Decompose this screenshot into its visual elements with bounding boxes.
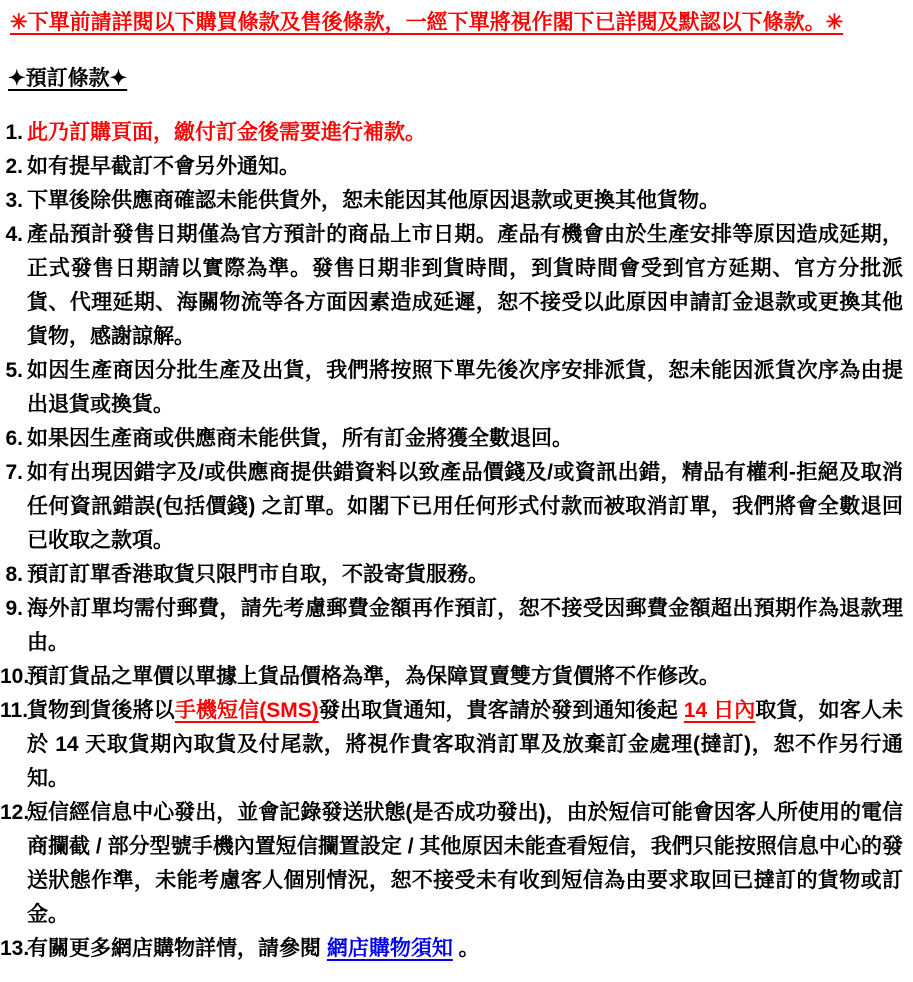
- purchase-notice-banner: ✳下單前請詳閱以下購買條款及售後條款，一經下單將視作閣下已詳閱及默認以下條款。✳: [10, 11, 844, 34]
- term-number: 8.: [5, 563, 23, 586]
- term-content: [27, 359, 903, 416]
- term-number: 12.: [0, 801, 30, 824]
- term-text: 預訂貨品之單價以單據上貨品價格為準，為保障買賣雙方貨價將不作修改。: [27, 665, 720, 688]
- term-text: 預訂訂單香港取貨只限門市自取，不設寄貨服務。: [27, 563, 489, 586]
- term-item-8: [0, 558, 903, 592]
- highlighted-red-text: 14 日內: [683, 699, 756, 722]
- highlighted-red-text: 手機短信(SMS): [174, 699, 319, 722]
- term-item-1: [0, 116, 903, 150]
- term-content: [27, 699, 903, 790]
- term-number: 10.: [0, 665, 30, 688]
- term-content: [27, 189, 720, 212]
- term-number: 11.: [0, 699, 29, 722]
- term-text: 如有提早截訂不會另外通知。: [27, 155, 300, 178]
- term-item-4: [0, 218, 903, 354]
- term-item-3: [0, 184, 903, 218]
- term-content: [27, 121, 426, 144]
- term-item-11: [0, 694, 903, 796]
- term-content: [27, 563, 489, 586]
- term-text: 有關更多網店購物詳情，請參閱: [27, 937, 327, 960]
- term-number: 5.: [5, 359, 23, 382]
- term-item-2: [0, 150, 903, 184]
- term-text: 貨物到貨後將以: [27, 699, 175, 722]
- terms-list: [0, 116, 903, 966]
- term-text: 下單後除供應商確認未能供貨外，恕未能因其他原因退款或更換其他貨物。: [27, 189, 720, 212]
- term-number: 7.: [5, 461, 23, 484]
- term-number: 2.: [5, 155, 23, 178]
- term-number: 1.: [5, 121, 23, 144]
- term-item-9: [0, 592, 903, 660]
- term-text: 產品預計發售日期僅為官方預計的商品上市日期。產品有機會由於生產安排等原因造成延期，正式發售日期請以實際為準。發售日期非到貨時間，到貨時間會受到官方延期、官方分批派貨、代理延期、海關物流等各方面因素造成延遲，恕不接受以此原因申請訂金退款或更換其他貨物，感謝諒解。: [27, 223, 903, 348]
- term-content: [27, 461, 903, 552]
- term-item-10: [0, 660, 903, 694]
- term-text: 短信經信息中心發出，並會記錄發送狀態(是否成功發出)，由於短信可能會因客人所使用的電信商攔截 / 部分型號手機內置短信攔置設定 / 其他原因未能查看短信，我們只能按照信息中心的發送狀態作準，未能考慮客人個別情況，恕不接受未有收到短信為由要求取回已撻訂的貨物或訂金。: [27, 801, 903, 926]
- term-content: [27, 155, 300, 178]
- term-text: 如因生產商因分批生產及出貨，我們將按照下單先後次序安排派貨，恕未能因派貨次序為由提出退貨或換貨。: [27, 359, 903, 416]
- term-content: [27, 223, 903, 348]
- term-number: 9.: [5, 597, 23, 620]
- term-item-12: [0, 796, 903, 932]
- term-item-6: [0, 422, 903, 456]
- term-number: 3.: [5, 189, 23, 212]
- term-text: 此乃訂購頁面，繳付訂金後需要進行補款。: [27, 121, 426, 144]
- term-number: 13.: [0, 937, 30, 960]
- term-text: 海外訂單均需付郵費，請先考慮郵費金額再作預訂，恕不接受因郵費金額超出預期作為退款理由。: [27, 597, 903, 654]
- term-item-13: [0, 932, 903, 966]
- term-content: [27, 597, 903, 654]
- term-content: [27, 427, 573, 450]
- term-number: 6.: [5, 427, 23, 450]
- term-number: 4.: [5, 223, 23, 246]
- term-content: [27, 801, 903, 926]
- term-text: 如有出現因錯字及/或供應商提供錯資料以致產品價錢及/或資訊出錯，精品有權利-拒絕及取消任何資訊錯誤(包括價錢) 之訂單。如閣下已用任何形式付款而被取消訂單，我們將會全數退回已收取之款項。: [27, 461, 903, 552]
- term-item-5: [0, 354, 903, 422]
- term-text: 取貨，如客人未於 14 天取貨期內取貨及付尾款，將視作貴客取消訂單及放棄訂金處理(撻訂)，恕不作另行通知。: [27, 699, 904, 790]
- term-text: 如果因生產商或供應商未能供貨，所有訂金將獲全數退回。: [27, 427, 573, 450]
- term-text: 。: [452, 937, 480, 960]
- term-content: [27, 665, 720, 688]
- term-text: 發出取貨通知，貴客請於發到通知後起: [318, 699, 684, 722]
- term-content: [27, 937, 480, 960]
- term-item-7: [0, 456, 903, 558]
- section-title-preorder-terms: ✦預訂條款✦: [8, 67, 128, 90]
- store-shopping-guide-link[interactable]: 網店購物須知: [326, 937, 453, 960]
